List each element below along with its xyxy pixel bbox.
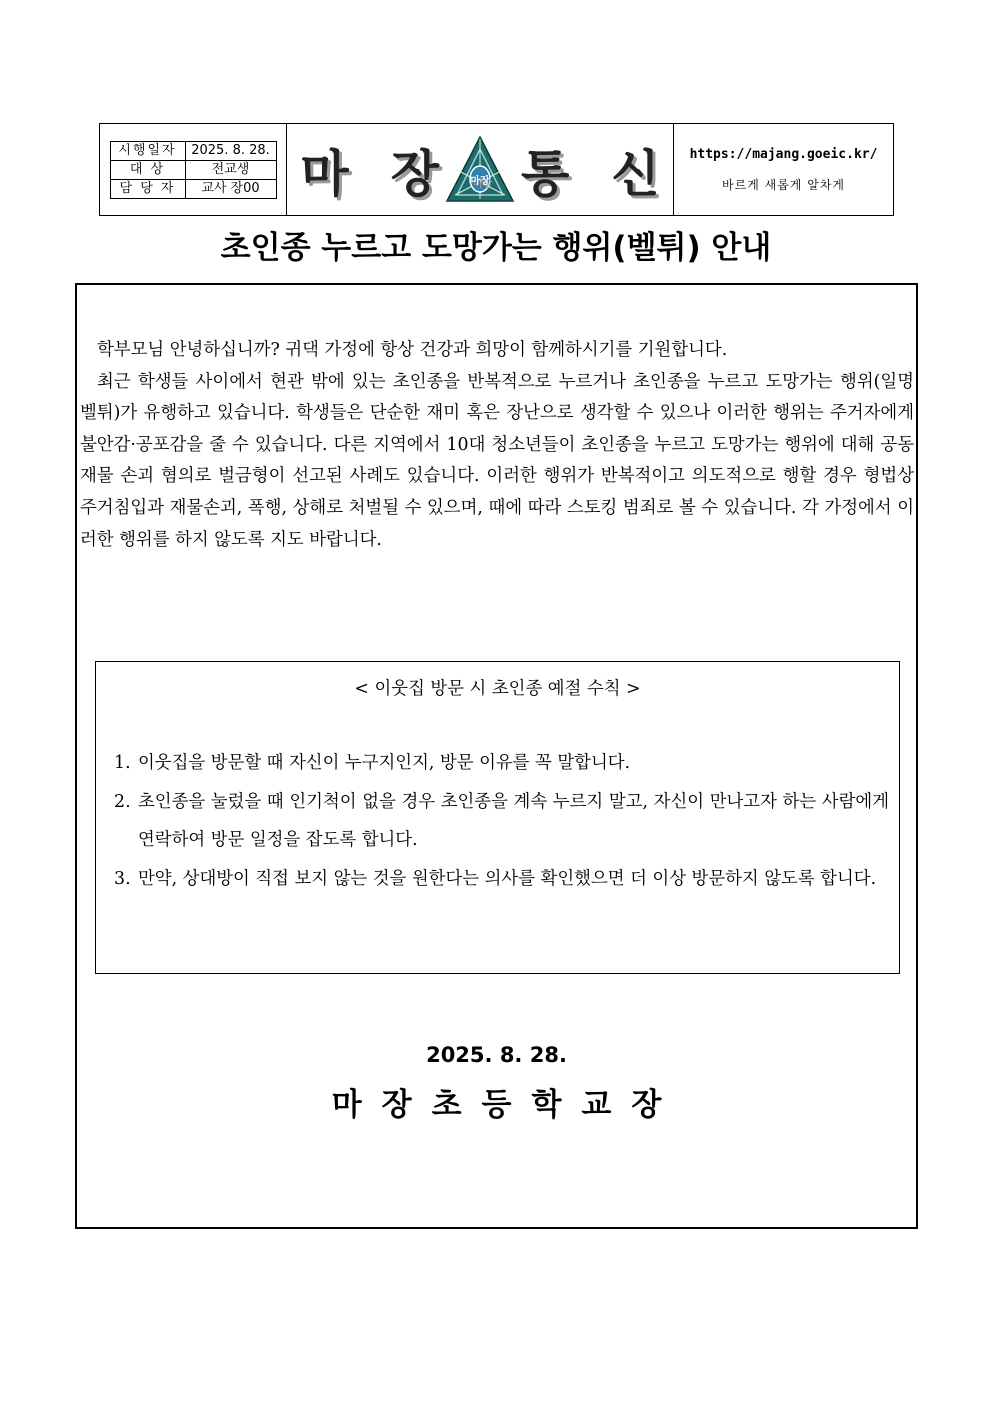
meta-row [110, 141, 276, 160]
meta-label: 대 상 [110, 160, 185, 179]
meta-label: 시행일자 [110, 141, 185, 160]
meta-row [110, 179, 276, 198]
page-title: 초인종 누르고 도망가는 행위(벨튀) 안내 [220, 230, 772, 266]
meta-value: 전교생 [185, 160, 276, 179]
rule-text: 만약, 상대방이 직접 보지 않는 것을 원한다는 의사를 확인했으면 더 이상 방문하지 않도록 합니다. [138, 868, 877, 889]
list-item [114, 860, 889, 899]
meta-value: 2025. 8. 28. [185, 141, 276, 160]
signer-name: 마장초등학교장 [331, 1087, 682, 1123]
issue-date: 2025. 8. 28. [426, 1043, 567, 1067]
logo-char: 장 [390, 144, 439, 203]
meta-label: 담 당 자 [110, 179, 185, 198]
body-paragraph: 학부모님 안녕하십니까? 귀댁 가정에 항상 건강과 희망이 함께하시기를 기원합니다. [97, 340, 728, 360]
newsletter-header [99, 123, 894, 216]
content-frame [75, 283, 918, 1229]
meta-table [110, 141, 277, 199]
meta-block [100, 124, 287, 215]
etiquette-rules-box [95, 661, 900, 974]
logo-char: 마 [300, 144, 349, 203]
logo-char: 신 [611, 144, 660, 203]
meta-row [110, 160, 276, 179]
rule-number: 1. [114, 753, 131, 773]
letter-body [80, 335, 914, 556]
rule-text: 초인종을 눌렀을 때 인기척이 없을 경우 초인종을 계속 누르지 말고, 자신이 만나고자 하는 사람에게 연락하여 방문 일정을 잡도록 합니다. [138, 791, 889, 850]
list-item [114, 783, 889, 860]
meta-value: 교사 장00 [185, 179, 276, 198]
rule-number: 3. [114, 868, 131, 889]
body-paragraph: 최근 학생들 사이에서 현관 밖에 있는 초인종을 반복적으로 누르거나 초인종을 누르고 도망가는 행위(일명 벨튀)가 유행하고 있습니다. 학생들은 단순한 재미 혹은 장난으로 생각할 수 있으나 이러한 행위는 주거자에게 불안감·공포감을 줄 수 있습니다. 다른 지역에서 10대 청소년들이 초인종을 누르고 도망가는 행위에 대해 공동 재물 손괴 혐의로 벌금형이 선고된 사례도 있습니다. 이러한 행위가 반복적이고 의도적으로 행할 경우 형법상 주거침입과 재물손괴, 폭행, 상해로 처벌될 수 있으며, 때에 따라 스토킹 범죄로 볼 수 있습니다. 각 가정에서 이러한 행위를 하지 않도록 지도 바랍니다. [80, 371, 914, 550]
list-item [114, 744, 889, 783]
school-url-link[interactable]: https://majang.goeic.kr/ [689, 146, 878, 162]
header-info [674, 124, 893, 215]
newsletter-name [300, 134, 659, 206]
newsletter-logo [287, 124, 674, 215]
rules-list [114, 744, 889, 898]
school-emblem-icon [445, 135, 515, 205]
logo-char: 통 [521, 144, 570, 203]
rules-title: < 이웃집 방문 시 초인종 예절 수칙 > [354, 679, 641, 699]
school-motto: 바르게 새롭게 알차게 [722, 177, 845, 192]
rule-text: 이웃집을 방문할 때 자신이 누구지인지, 방문 이유를 꼭 말합니다. [138, 753, 631, 773]
rule-number: 2. [114, 791, 131, 812]
emblem-text: 마장 [470, 175, 490, 187]
